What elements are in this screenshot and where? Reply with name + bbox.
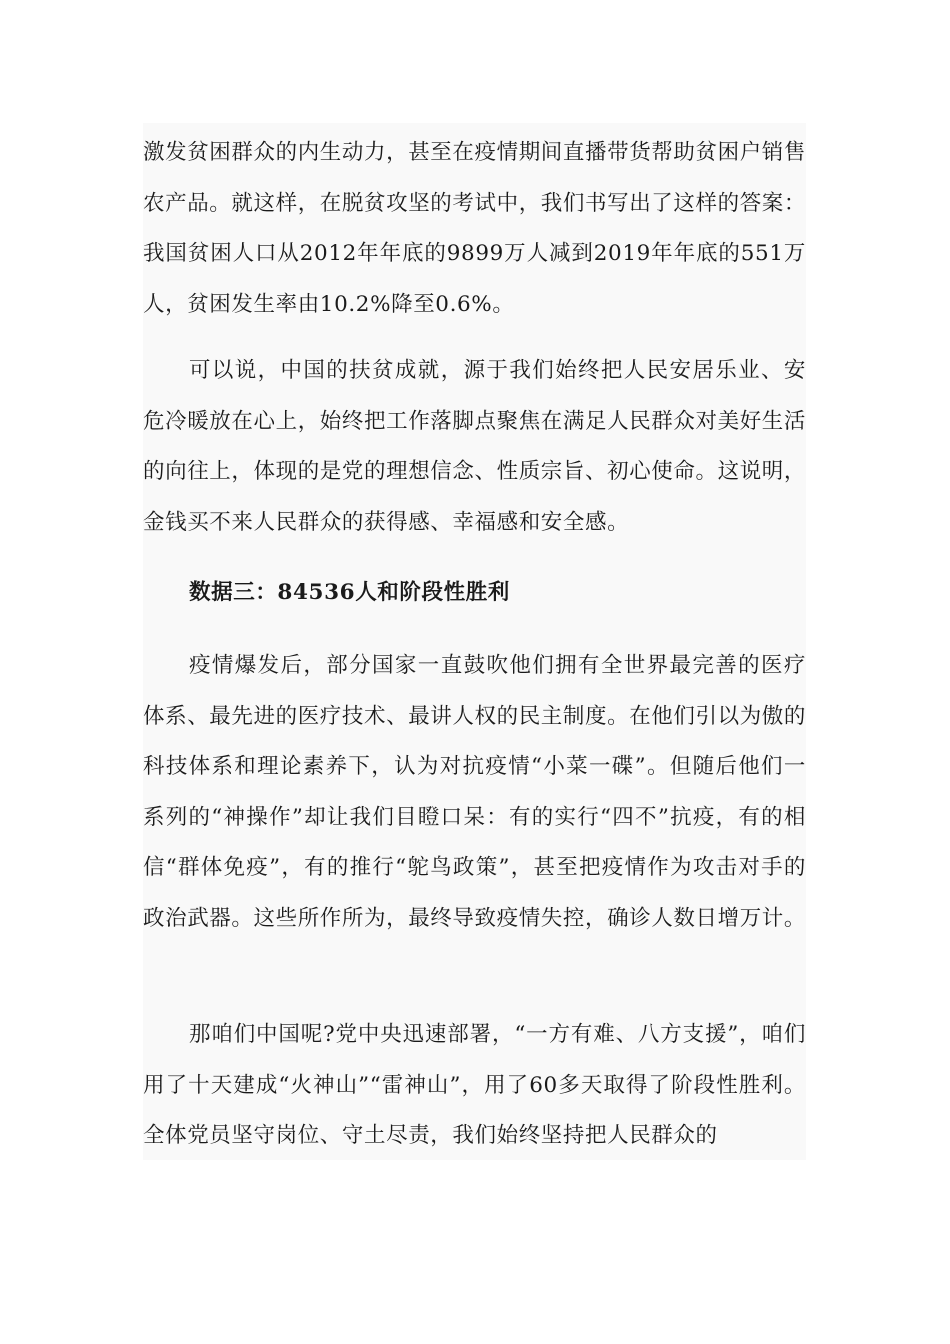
paragraph-poverty-figures: 激发贫困群众的内生动力，甚至在疫情期间直播带货帮助贫困户销售农产品。就这样，在脱贫攻坚的考试中，我们书写出了这样的答案：我国贫困人口从2012年年底的9899万人减到2019年年底的551万人，贫困发生率由10.2%降至0.6%。 <box>143 140 807 317</box>
paragraph-epidemic-other-countries: 疫情爆发后，部分国家一直鼓吹他们拥有全世界最完善的医疗体系、最先进的医疗技术、最讲人权的民主制度。在他们引以为傲的科技体系和理论素养下，认为对抗疫情“小菜一碟”。但随后他们一系列的“神操作”却让我们目瞪口呆：有的实行“四不”抗疫，有的相信“群体免疫”，有的推行“鸵鸟政策”，甚至把疫情作为攻击对手的政治武器。这些所作所为，最终导致疫情失控，确诊人数日增万计。 <box>143 653 807 931</box>
paragraph-epidemic-china: 那咱们中国呢?党中央迅速部署，“一方有难、八方支援”，咱们用了十天建成“火神山”“雷神山”，用了60多天取得了阶段性胜利。全体党员坚守岗位、守土尽责，我们始终坚持把人民群众的 <box>143 1022 806 1148</box>
paragraph-poverty-achievement: 可以说，中国的扶贫成就，源于我们始终把人民安居乐业、安危冷暖放在心上，始终把工作落脚点聚焦在满足人民群众对美好生活的向往上，体现的是党的理想信念、性质宗旨、初心使命。这说明，金钱买不来人民群众的获得感、幸福感和安全感。 <box>143 358 807 535</box>
section-heading: 数据三：84536人和阶段性胜利 <box>189 580 510 605</box>
